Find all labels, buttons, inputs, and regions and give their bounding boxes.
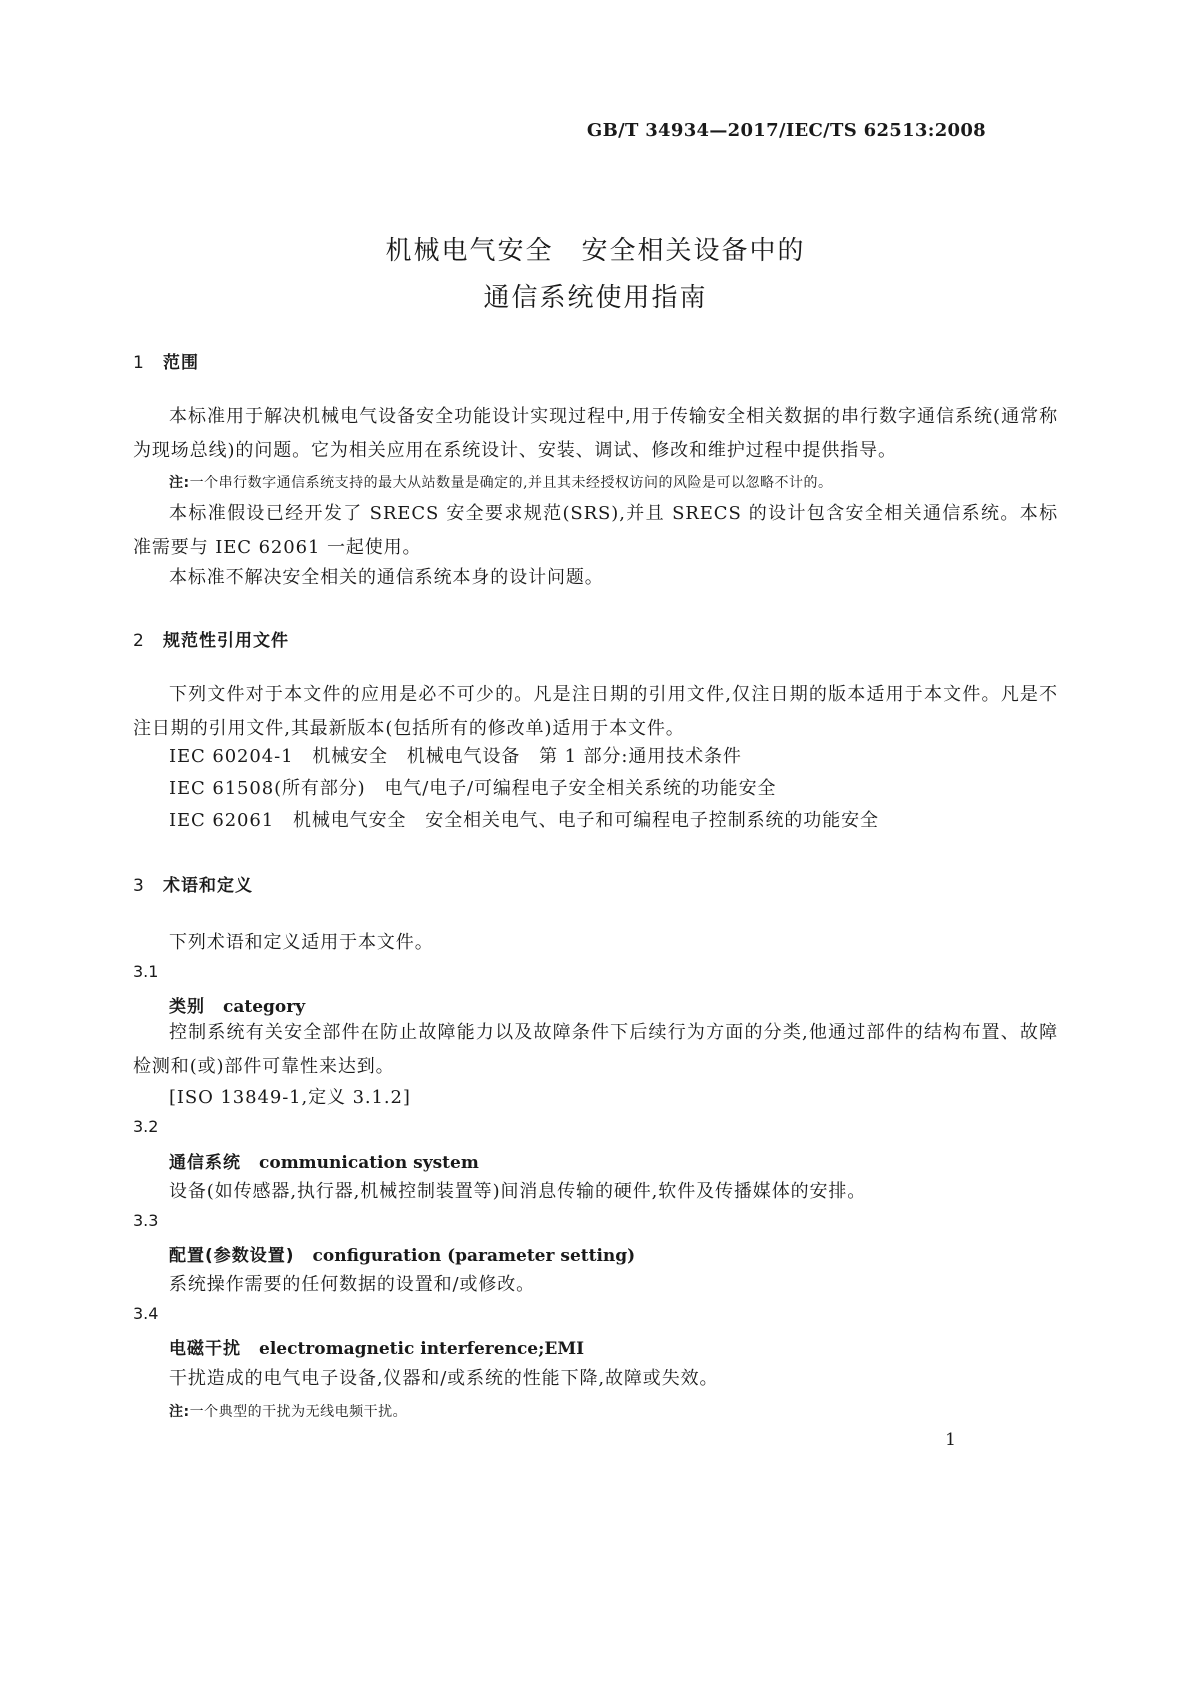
note-label: 注: [169, 475, 190, 491]
note-text: 一个串行数字通信系统支持的最大从站数量是确定的,并且其未经授权访问的风险是可以忽略不计的。 [189, 475, 833, 491]
document-title-line-2: 通信系统使用指南 [483, 283, 708, 313]
section-1-paragraph-1: 本标准用于解决机械电气设备安全功能设计实现过程中,用于传输安全相关数据的串行数字通信系统(通常称为现场总线)的问题。它为相关应用在系统设计、安装、调试、修改和维护过程中提供指导。 [133, 406, 1058, 461]
section-1-paragraph-2: 本标准假设已经开发了 SRECS 安全要求规范(SRS),并且 SRECS 的设计包含安全相关通信系统。本标准需要与 IEC 62061 一起使用。 [133, 503, 1058, 558]
section-2-title: 规范性引用文件 [163, 631, 289, 651]
section-3-heading [133, 871, 253, 896]
term-chinese: 配置(参数设置) [169, 1246, 295, 1266]
term-english: configuration (parameter setting) [312, 1246, 636, 1266]
term-chinese: 通信系统 [169, 1153, 241, 1173]
term-english: communication system [259, 1153, 479, 1173]
note-label: 注: [169, 1404, 190, 1420]
section-1-number: 1 [133, 353, 144, 373]
term-heading [169, 992, 305, 1017]
term-definition: 控制系统有关安全部件在防止故障能力以及故障条件下后续行为方面的分类,他通过部件的结构布置、故障检测和(或)部件可靠性来达到。 [133, 1022, 1058, 1077]
note-text: 一个典型的干扰为无线电频干扰。 [189, 1404, 408, 1420]
page-number: 1 [945, 1430, 956, 1450]
reference-item: IEC 60204-1 机械安全 机械电气设备 第 1 部分:通用技术条件 [169, 746, 742, 767]
term-note [169, 1401, 407, 1421]
term-english: electromagnetic interference;EMI [259, 1339, 585, 1359]
section-1-heading [133, 348, 199, 373]
term-source: [ISO 13849-1,定义 3.1.2] [169, 1087, 411, 1108]
term-definition: 设备(如传感器,执行器,机械控制装置等)间消息传输的硬件,软件及传播媒体的安排。 [169, 1181, 867, 1202]
term-number: 3.3 [133, 1211, 159, 1230]
section-2-heading [133, 626, 289, 651]
standard-code: GB/T 34934—2017/IEC/TS 62513:2008 [586, 120, 986, 141]
term-number: 3.1 [133, 962, 159, 981]
term-heading [169, 1241, 635, 1266]
reference-item: IEC 62061 机械电气安全 安全相关电气、电子和可编程电子控制系统的功能安全 [169, 810, 879, 831]
term-number: 3.2 [133, 1117, 159, 1136]
reference-item: IEC 61508(所有部分) 电气/电子/可编程电子安全相关系统的功能安全 [169, 778, 777, 799]
term-heading [169, 1148, 479, 1173]
term-english: category [223, 997, 306, 1017]
term-definition: 系统操作需要的任何数据的设置和/或修改。 [169, 1274, 536, 1295]
term-chinese: 电磁干扰 [169, 1339, 241, 1359]
section-2-number: 2 [133, 631, 144, 651]
section-3-number: 3 [133, 876, 144, 896]
section-2-paragraph-1: 下列文件对于本文件的应用是必不可少的。凡是注日期的引用文件,仅注日期的版本适用于本文件。凡是不注日期的引用文件,其最新版本(包括所有的修改单)适用于本文件。 [133, 684, 1058, 739]
section-1-note [169, 472, 833, 492]
section-3-title: 术语和定义 [163, 876, 253, 896]
term-definition: 干扰造成的电气电子设备,仪器和/或系统的性能下降,故障或失效。 [169, 1368, 719, 1389]
term-heading [169, 1334, 584, 1359]
section-1-paragraph-3: 本标准不解决安全相关的通信系统本身的设计问题。 [169, 567, 604, 588]
section-3-intro: 下列术语和定义适用于本文件。 [169, 932, 434, 953]
document-title-line-1: 机械电气安全 安全相关设备中的 [385, 236, 806, 266]
term-number: 3.4 [133, 1304, 159, 1323]
term-chinese: 类别 [169, 997, 205, 1017]
section-1-title: 范围 [163, 353, 199, 373]
